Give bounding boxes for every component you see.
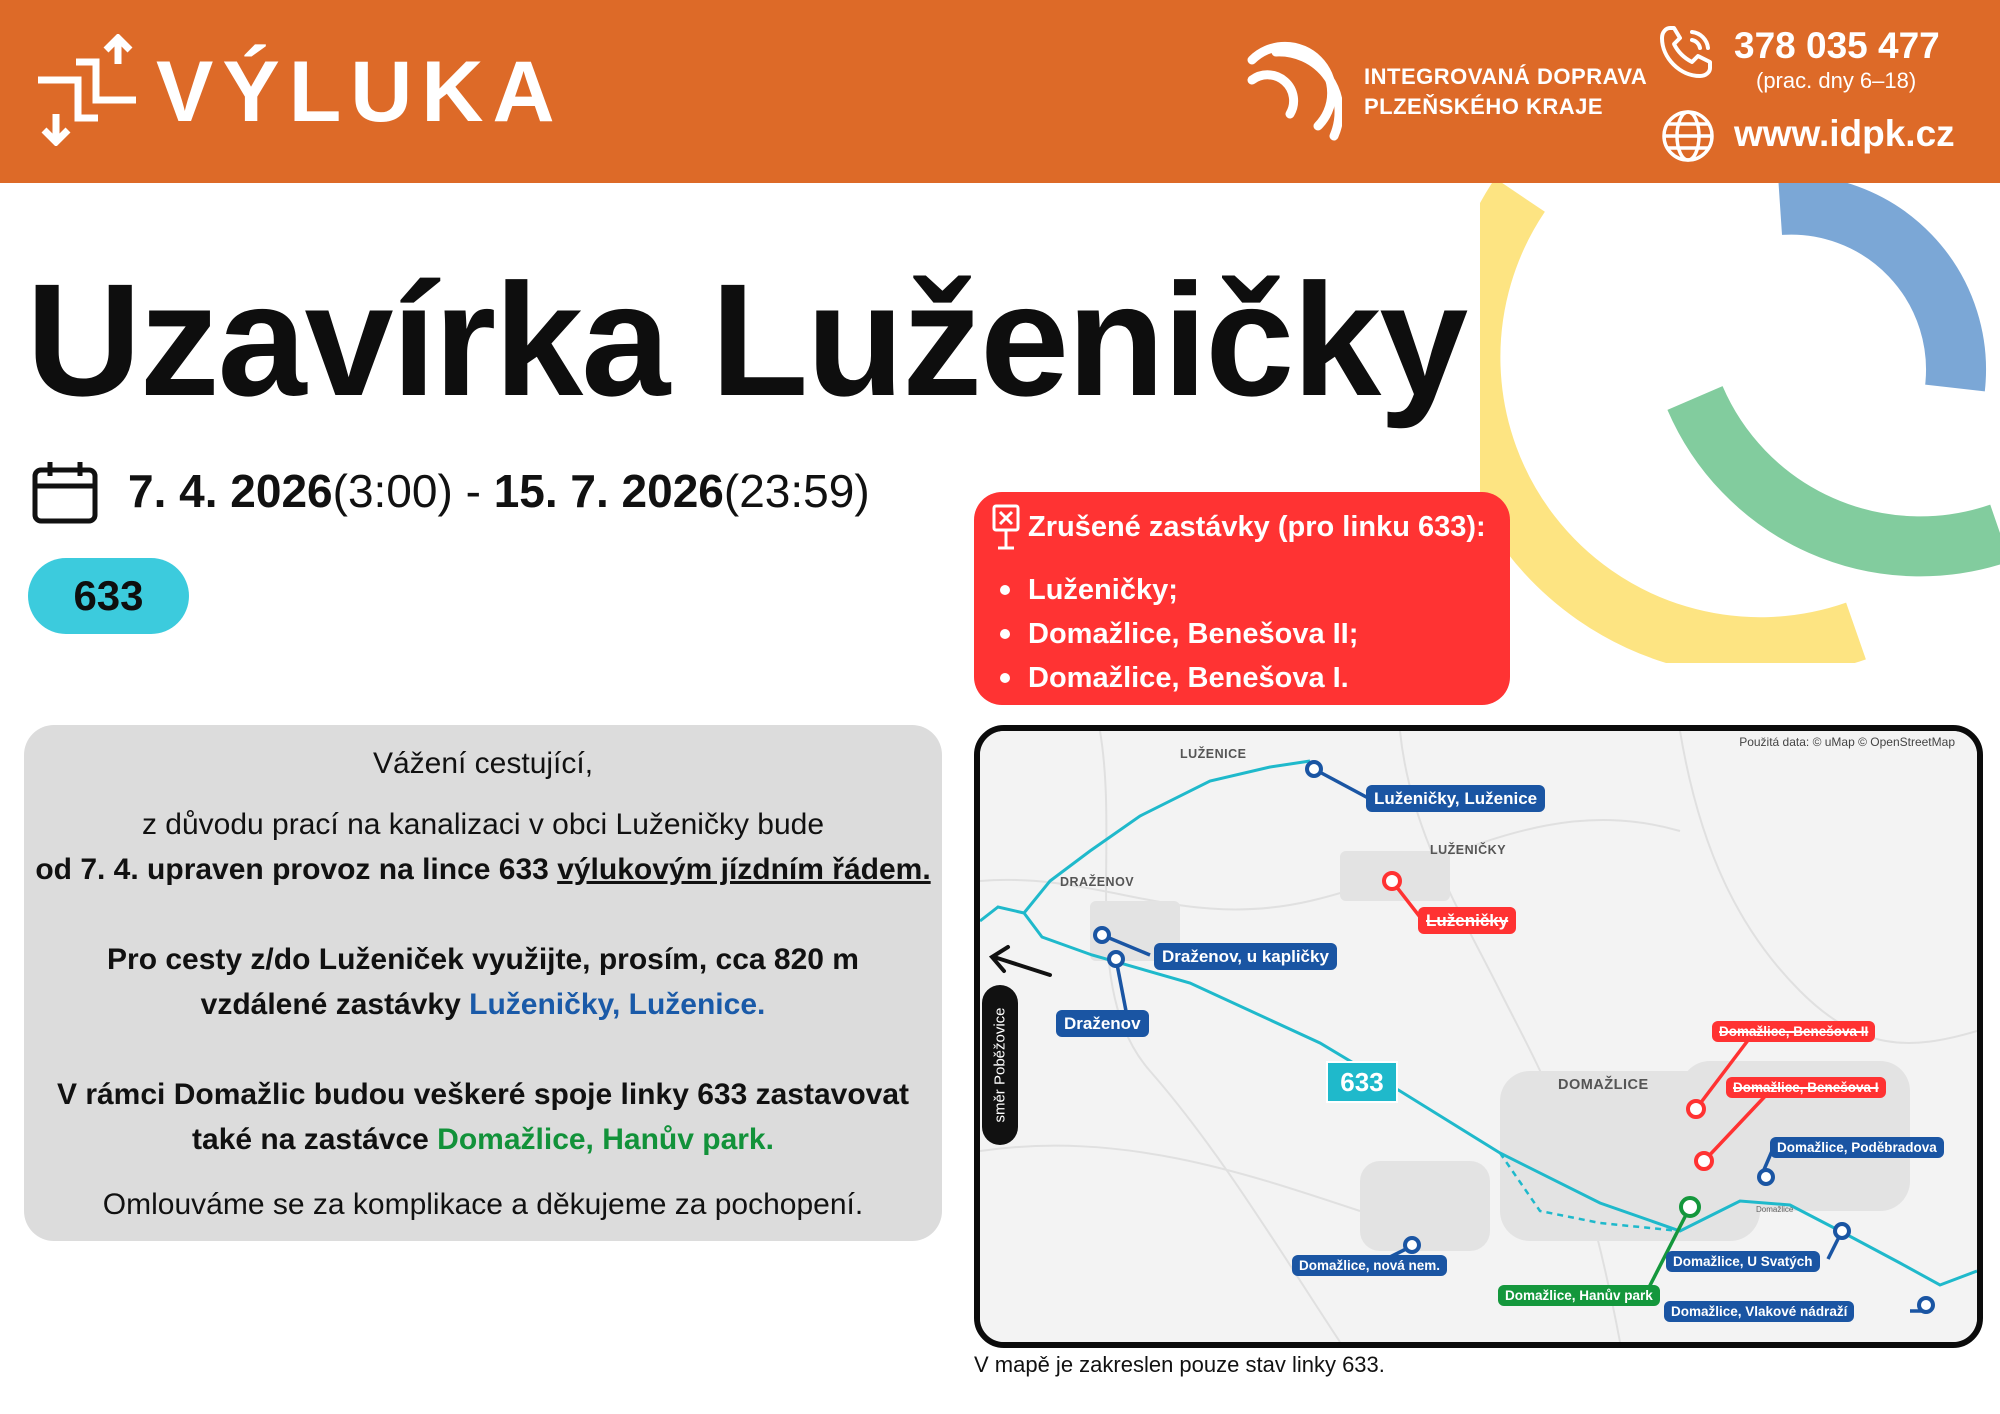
cancelled-stops-box	[974, 492, 1510, 705]
info-paragraph-2-line2	[24, 982, 942, 1027]
greeting: Vážení cestující,	[372, 747, 594, 780]
direction-label	[982, 985, 1018, 1145]
map-stop-label: Domažlice, Poděbradova	[1770, 1137, 1944, 1158]
info-box	[24, 725, 942, 1241]
list-item: Luženičky;	[1028, 568, 1358, 612]
line-number-badge: 633	[28, 558, 189, 634]
calendar-icon	[32, 460, 98, 524]
cancelled-stops-list	[1028, 568, 1358, 700]
phone-number[interactable]: 378 035 477	[1734, 25, 1940, 66]
direction-text: směr Poběžovice	[991, 1007, 1009, 1123]
map-added-stop-label: Domažlice, Hanův park	[1498, 1285, 1660, 1306]
info-paragraph-3-line1: V rámci Domažlic budou veškeré spoje linky 633 zastavovat	[56, 1078, 910, 1111]
alt-stop-highlight: Luženičky, Luženice.	[469, 988, 766, 1021]
info-underlined-text: výlukovým jízdním řádem.	[557, 853, 931, 886]
list-item: Domažlice, Benešova I.	[1028, 656, 1358, 700]
info-text: také na zastávce	[192, 1123, 438, 1156]
website-link[interactable]: www.idpk.cz	[1734, 113, 1955, 154]
header-bar	[0, 0, 2000, 183]
org-name-line2: PLZEŇSKÉHO KRAJE	[1364, 94, 1604, 119]
town-label: DRAŽENOV	[1060, 875, 1135, 889]
map-cancelled-stop-label: Luženičky	[1418, 907, 1516, 934]
added-stop-highlight: Domažlice, Hanův park.	[437, 1123, 774, 1156]
org-name	[1364, 62, 1647, 122]
town-label: LUŽENIČKY	[1430, 843, 1507, 857]
cancelled-stops-heading: Zrušené zastávky (pro linku 633):	[1028, 511, 1486, 543]
map-cancelled-stop-label: Domažlice, Benešova I	[1726, 1077, 1886, 1098]
list-item: Domažlice, Benešova II;	[1028, 612, 1358, 656]
map-stop-label: Draženov	[1056, 1010, 1149, 1037]
info-paragraph-1-line2	[24, 847, 942, 892]
validity-dates	[128, 462, 870, 520]
map-stop-label: Draženov, u kapličky	[1154, 943, 1337, 970]
route-map	[974, 725, 1983, 1348]
org-name-line1: INTEGROVANÁ DOPRAVA	[1364, 64, 1648, 89]
map-stop-label: Luženičky, Luženice	[1366, 785, 1545, 812]
map-tiny-label: Domažlice	[1756, 1205, 1794, 1214]
info-bold-text: od 7. 4. upraven provoz na lince 633	[35, 853, 558, 886]
info-paragraph-3-line2	[24, 1117, 942, 1162]
date-from: 7. 4. 2026	[128, 465, 333, 517]
globe-icon	[1660, 108, 1716, 164]
info-paragraph-2-line1: Pro cesty z/do Luženiček využijte, prosím, cca 820 m	[107, 943, 859, 976]
map-credit: Použitá data: © uMap © OpenStreetMap	[1739, 735, 1955, 749]
closing-text: Omlouváme se za komplikace a děkujeme za pochopení.	[102, 1188, 864, 1221]
phone-hours: (prac. dny 6–18)	[1756, 68, 1917, 93]
detour-arrows-icon	[34, 34, 140, 146]
idpk-logo-icon	[1246, 40, 1342, 144]
decorative-arcs	[1480, 183, 2000, 663]
info-paragraph-1-line1: z důvodu prací na kanalizaci v obci Luženičky bude	[141, 808, 825, 841]
town-label: LUŽENICE	[1180, 747, 1247, 761]
info-text: vzdálené zastávky	[200, 988, 470, 1021]
date-to: 15. 7. 2026	[493, 465, 724, 517]
town-label: DOMAŽLICE	[1558, 1077, 1649, 1093]
phone-icon	[1658, 24, 1716, 80]
time-from: (3:00)	[332, 465, 453, 517]
page-title: Uzavírka Luženičky	[26, 250, 1467, 429]
date-separator: -	[465, 465, 481, 517]
route-number-badge: 633	[1326, 1061, 1398, 1103]
map-cancelled-stop-label: Domažlice, Benešova II	[1712, 1021, 1875, 1042]
logo-text: VÝLUKA	[156, 44, 564, 140]
map-stop-label: Domažlice, Vlakové nádraží	[1664, 1301, 1854, 1322]
map-caption: V mapě je zakreslen pouze stav linky 633.	[974, 1352, 1385, 1377]
time-to: (23:59)	[723, 465, 870, 517]
map-stop-label: Domažlice, nová nem.	[1292, 1255, 1447, 1276]
map-stop-label: Domažlice, U Svatých	[1666, 1251, 1820, 1272]
cancelled-stop-icon	[990, 504, 1022, 550]
